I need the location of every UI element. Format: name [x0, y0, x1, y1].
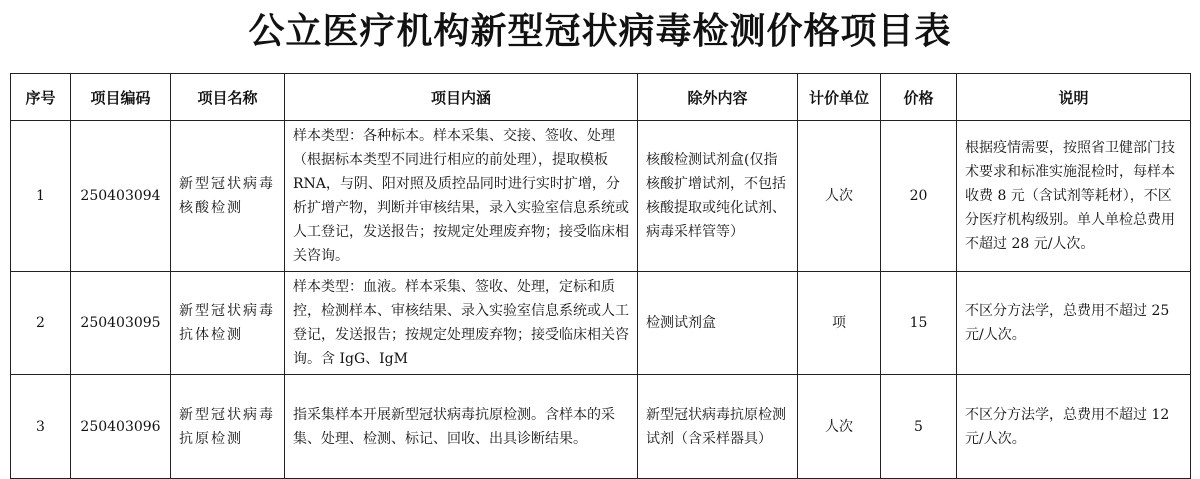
- cell-content: 样本类型：各种标本。样本采集、交接、签收、处理（根据标本类型不同进行相应的前处理），提取模板 RNA，与阴、阳对照及质控品同时进行实时扩增，分析扩增产物，判断并审核结果，录入实验室信息系统或人工登记，发送报告；按规定处理废弃物；接受临床相关咨询。: [285, 121, 638, 272]
- header-excluded: 除外内容: [638, 74, 798, 121]
- cell-seq: 3: [11, 375, 71, 479]
- header-seq: 序号: [11, 74, 71, 121]
- cell-unit: 人次: [798, 375, 881, 479]
- cell-code: 250403096: [71, 375, 171, 479]
- cell-seq: 2: [11, 272, 71, 375]
- cell-content: 指采集样本开展新型冠状病毒抗原检测。含样本的采集、处理、检测、标记、回收、出具诊断结果。: [285, 375, 638, 479]
- header-unit: 计价单位: [798, 74, 881, 121]
- cell-code: 250403095: [71, 272, 171, 375]
- cell-content: 样本类型：血液。样本采集、签收、处理，定标和质控，检测样本、审核结果、录入实验室信息系统或人工登记，发送报告；按规定处理废弃物；接受临床相关咨询。含 IgG、IgM: [285, 272, 638, 375]
- cell-name: 新型冠状病毒核酸检测: [171, 121, 285, 272]
- cell-unit: 人次: [798, 121, 881, 272]
- cell-excluded: 检测试剂盒: [638, 272, 798, 375]
- cell-code: 250403094: [71, 121, 171, 272]
- cell-price: 15: [881, 272, 957, 375]
- cell-unit: 项: [798, 272, 881, 375]
- header-price: 价格: [881, 74, 957, 121]
- table-row: [11, 121, 1191, 272]
- cell-name: 新型冠状病毒抗体检测: [171, 272, 285, 375]
- cell-name: 新型冠状病毒抗原检测: [171, 375, 285, 479]
- price-table: [10, 73, 1191, 479]
- page-title: 公立医疗机构新型冠状病毒检测价格项目表: [248, 11, 952, 52]
- table-header-row: [11, 74, 1191, 121]
- header-code: 项目编码: [71, 74, 171, 121]
- cell-seq: 1: [11, 121, 71, 272]
- cell-price: 5: [881, 375, 957, 479]
- header-note: 说明: [957, 74, 1191, 121]
- header-content: 项目内涵: [285, 74, 638, 121]
- cell-price: 20: [881, 121, 957, 272]
- cell-excluded: 新型冠状病毒抗原检测试剂（含采样器具）: [638, 375, 798, 479]
- table-row: [11, 272, 1191, 375]
- cell-note: 不区分方法学，总费用不超过 25 元/人次。: [957, 272, 1191, 375]
- cell-note: 根据疫情需要，按照省卫健部门技术要求和标准实施混检时，每样本收费 8 元（含试剂等耗材），不区分医疗机构级别。单人单检总费用不超过 28 元/人次。: [957, 121, 1191, 272]
- table-row: [11, 375, 1191, 479]
- cell-excluded: 核酸检测试剂盒(仅指核酸扩增试剂，不包括核酸提取或纯化试剂、病毒采样管等）: [638, 121, 798, 272]
- header-name: 项目名称: [171, 74, 285, 121]
- cell-note: 不区分方法学，总费用不超过 12 元/人次。: [957, 375, 1191, 479]
